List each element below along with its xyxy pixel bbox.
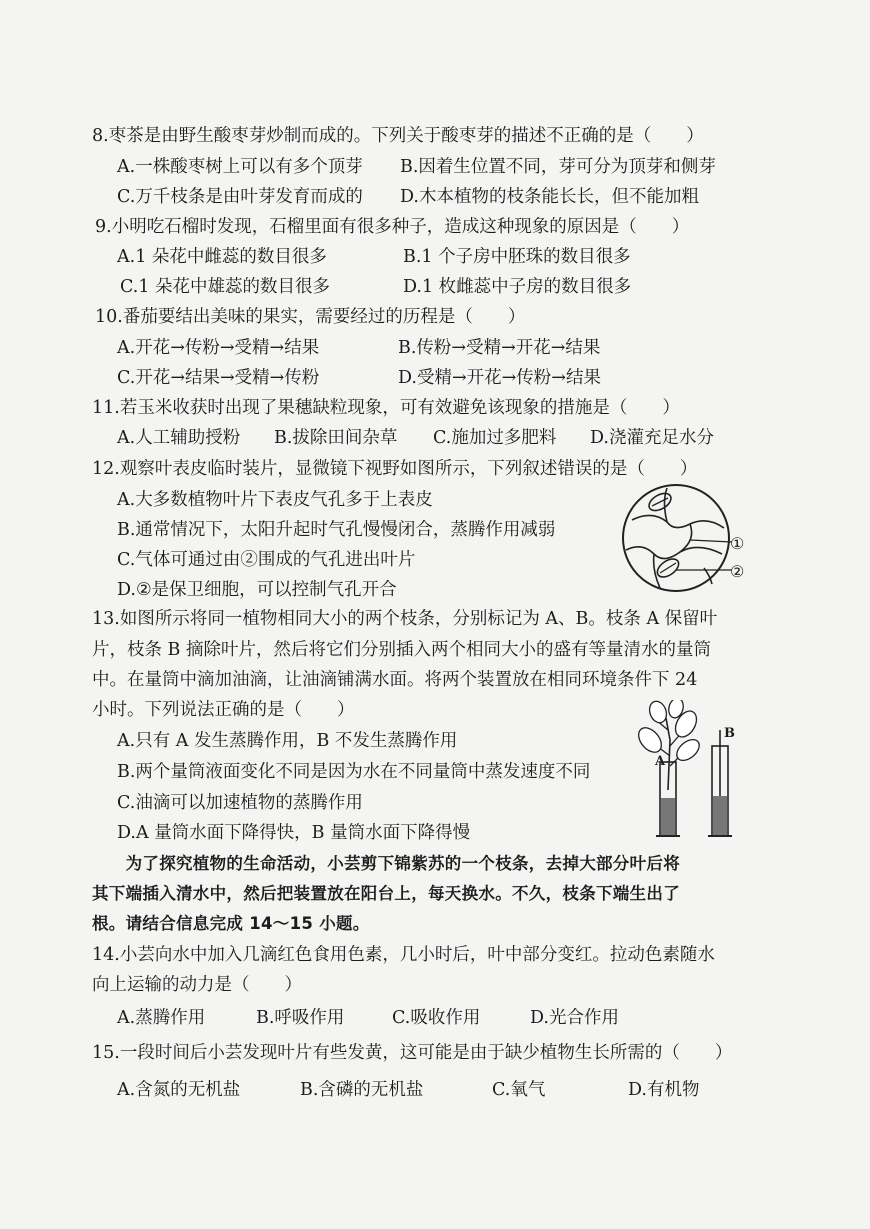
q8-option-d: D.木本植物的枝条能长长，但不能加粗 (400, 187, 699, 207)
q9-option-a: A.1 朵花中雌蕊的数目很多 (117, 247, 327, 267)
q14-option-c: C.吸收作用 (392, 1008, 481, 1028)
q13-option-d: D.A 量筒水面下降得快，B 量筒水面下降得慢 (117, 823, 471, 843)
q10-option-a: A.开花→传粉→受精→结果 (117, 338, 320, 358)
q8-option-a: A.一株酸枣树上可以有多个顶芽 (117, 157, 363, 177)
q9-option-b: B.1 个子房中胚珠的数目很多 (403, 247, 631, 267)
q9-option-c: C.1 朵花中雄蕊的数目很多 (120, 277, 331, 297)
q12-option-c: C.气体可通过由②围成的气孔进出叶片 (117, 550, 416, 570)
passage-line-3: 根。请结合信息完成 14～15 小题。 (92, 914, 370, 933)
q12-option-d: D.②是保卫细胞，可以控制气孔开合 (117, 580, 397, 600)
q15-option-b: B.含磷的无机盐 (300, 1080, 424, 1100)
q11-option-c: C.施加过多肥料 (433, 428, 557, 448)
q10-option-b: B.传粉→受精→开花→结果 (398, 338, 601, 358)
q10-option-d: D.受精→开花→传粉→结果 (398, 368, 601, 388)
q12-option-a: A.大多数植物叶片下表皮气孔多于上表皮 (117, 490, 433, 510)
q12-option-b: B.通常情况下，太阳升起时气孔慢慢闭合，蒸腾作用减弱 (117, 520, 556, 540)
q11-option-d: D.浇灌充足水分 (590, 428, 714, 448)
figure-label-a: A (655, 754, 666, 769)
q13-option-b: B.两个量筒液面变化不同是因为水在不同量筒中蒸发速度不同 (117, 762, 591, 782)
q9-stem: 9.小明吃石榴时发现，石榴里面有很多种子，造成这种现象的原因是（ ） (95, 217, 690, 237)
q8-option-b: B.因着生位置不同，芽可分为顶芽和侧芽 (400, 157, 716, 177)
figure-label-1: ① (730, 534, 745, 553)
q11-option-b: B.拔除田间杂草 (274, 428, 398, 448)
q14-stem-line-1: 14.小芸向水中加入几滴红色食用色素，几小时后，叶中部分变红。拉动色素随水 (92, 945, 715, 965)
q14-option-d: D.光合作用 (530, 1008, 619, 1028)
q15-option-c: C.氧气 (492, 1080, 546, 1100)
q13-stem-line-2: 片，枝条 B 摘除叶片，然后将它们分别插入两个相同大小的盛有等量清水的量筒 (92, 640, 711, 660)
q10-stem: 10.番茄要结出美味的果实，需要经过的历程是（ ） (95, 307, 526, 327)
q10-option-c: C.开花→结果→受精→传粉 (117, 368, 320, 388)
q8-stem: 8.枣茶是由野生酸枣芽炒制而成的。下列关于酸枣芽的描述不正确的是（ ） (92, 126, 704, 146)
q8-option-c: C.万千枝条是由叶芽发育而成的 (117, 187, 363, 207)
q14-stem-line-2: 向上运输的动力是（ ） (92, 975, 302, 995)
figure-label-2: ② (730, 562, 745, 581)
q13-stem-line-4: 小时。下列说法正确的是（ ） (92, 700, 355, 720)
passage-line-1: 为了探究植物的生命活动，小芸剪下锦紫苏的一个枝条，去掉大部分叶后将 (92, 854, 680, 873)
q13-option-c: C.油滴可以加速植物的蒸腾作用 (117, 793, 363, 813)
q14-option-b: B.呼吸作用 (256, 1008, 345, 1028)
figure-label-b: B (724, 726, 735, 741)
q11-stem: 11.若玉米收获时出现了果穗缺粒现象，可有效避免该现象的措施是（ ） (92, 398, 680, 418)
q12-stem: 12.观察叶表皮临时装片，显微镜下视野如图所示，下列叙述错误的是（ ） (92, 459, 698, 479)
q11-option-a: A.人工辅助授粉 (117, 428, 241, 448)
q9-option-d: D.1 枚雌蕊中子房的数目很多 (403, 277, 632, 297)
q13-stem-line-3: 中。在量筒中滴加油滴，让油滴铺满水面。将两个装置放在相同环境条件下 24 (92, 670, 698, 690)
q15-option-a: A.含氮的无机盐 (117, 1080, 241, 1100)
passage-line-2: 其下端插入清水中，然后把装置放在阳台上，每天换水。不久，枝条下端生出了 (92, 884, 680, 903)
q15-option-d: D.有机物 (628, 1080, 700, 1100)
q13-stem-line-1: 13.如图所示将同一植物相同大小的两个枝条，分别标记为 A、B。枝条 A 保留叶 (92, 609, 718, 629)
q13-option-a: A.只有 A 发生蒸腾作用，B 不发生蒸腾作用 (117, 731, 458, 751)
q15-stem: 15.一段时间后小芸发现叶片有些发黄，这可能是由于缺少植物生长所需的（ ） (92, 1043, 733, 1063)
q14-option-a: A.蒸腾作用 (117, 1008, 206, 1028)
